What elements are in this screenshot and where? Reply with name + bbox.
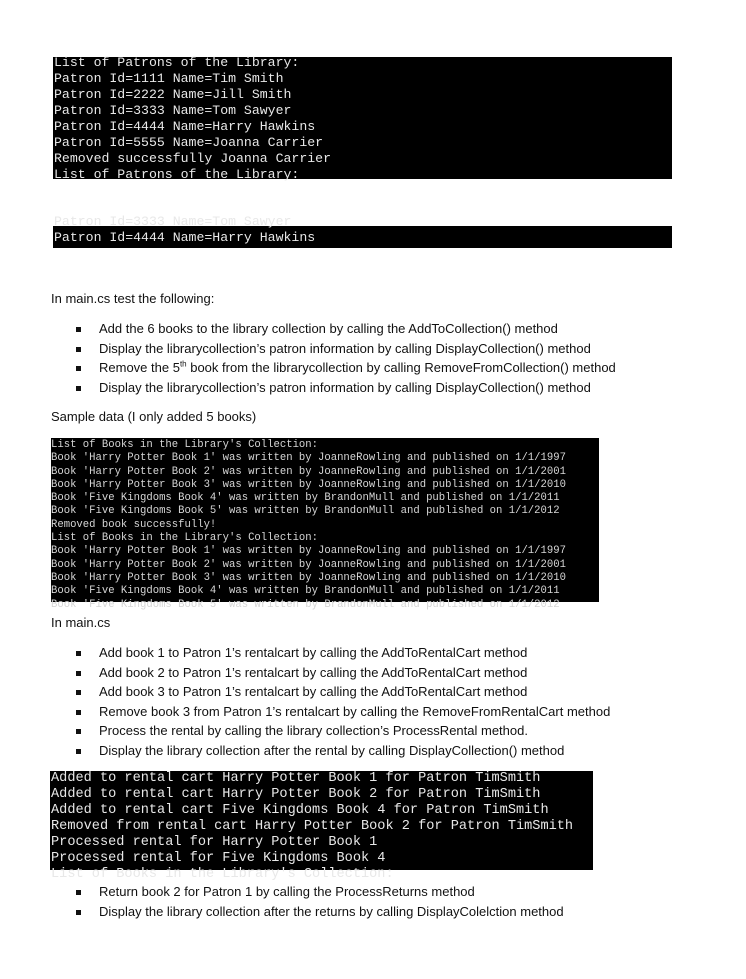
bullet-item (74, 358, 616, 378)
section-intro-test: In main.cs test the following: (51, 291, 215, 306)
sample-data-note: Sample data (I only added 5 books) (51, 409, 257, 424)
bullet-item: Return book 2 for Patron 1 by calling the ProcessReturns method (74, 882, 564, 902)
console-line: Book 'Harry Potter Book 1' was written by JoanneRowling and published on 1/1/1997 (51, 545, 566, 558)
console-line: Patron Id=5555 Name=Joanna Carrier (54, 135, 324, 150)
console-line-cropped: Patron Id=3333 Name=Tom Sawyer (54, 214, 292, 229)
console-line: List of Books in the Library's Collection: (51, 867, 394, 882)
section-intro-rental: In main.cs (51, 615, 111, 630)
console-line: Book 'Harry Potter Book 3' was written by JoanneRowling and published on 1/1/2010 (51, 478, 566, 491)
console-line: Patron Id=3333 Name=Tom Sawyer (54, 103, 292, 118)
console-line: Added to rental cart Five Kingdoms Book 4 for Patron TimSmith (51, 803, 549, 818)
console-line: Patron Id=4444 Name=Harry Hawkins (54, 230, 316, 245)
console-line: Book 'Harry Potter Book 2' was written by JoanneRowling and published on 1/1/2001 (51, 558, 566, 571)
console-line: List of Patrons of the Library: (54, 167, 300, 182)
bullet-item: Remove book 3 from Patron 1’s rentalcart by calling the RemoveFromRentalCart method (74, 702, 610, 722)
bullet-list-collection-tests (74, 319, 616, 397)
console-output-patrons-continued (53, 214, 672, 248)
ordinal-suffix: th (179, 359, 187, 369)
console-line: List of Books in the Library's Collection: (51, 439, 319, 451)
console-line: Book 'Harry Potter Book 2' was written by JoanneRowling and published on 1/1/2001 (51, 465, 566, 478)
console-line: Patron Id=2222 Name=Jill Smith (54, 87, 292, 102)
console-line: Book 'Five Kingdoms Book 5' was written by BrandonMull and published on 1/1/2012 (51, 598, 560, 611)
console-line: Added to rental cart Harry Potter Book 2 for Patron TimSmith (51, 787, 541, 802)
console-output-patrons (53, 55, 672, 182)
console-line: Book 'Five Kingdoms Book 4' was written by BrandonMull and published on 1/1/2011 (51, 492, 560, 505)
console-line: List of Patrons of the Library: (54, 55, 300, 70)
bullet-item: Display the librarycollection’s patron information by calling DisplayCollection() method (74, 339, 616, 359)
bullet-item: Display the librarycollection’s patron information by calling DisplayCollection() method (74, 378, 616, 398)
bullet-item: Process the rental by calling the library collection’s ProcessRental method. (74, 721, 610, 741)
bullet-item: Add book 3 to Patron 1’s rentalcart by calling the AddToRentalCart method (74, 682, 610, 702)
bullet-item: Display the library collection after the returns by calling DisplayColelction method (74, 902, 564, 922)
bullet-list-return-tests (74, 882, 564, 921)
console-line: Patron Id=1111 Name=Tim Smith (54, 71, 284, 86)
bullet-text: book from the librarycollection by calling RemoveFromCollection() method (186, 360, 616, 375)
console-line: Book 'Five Kingdoms Book 4' was written by BrandonMull and published on 1/1/2011 (51, 585, 560, 598)
console-line: Removed from rental cart Harry Potter Book 2 for Patron TimSmith (51, 819, 574, 834)
console-line: Patron Id=4444 Name=Harry Hawkins (54, 119, 316, 134)
bullet-list-rental-tests (74, 643, 610, 760)
console-line: Processed rental for Harry Potter Book 1 (51, 835, 378, 850)
console-output-books (51, 438, 599, 611)
console-line: Added to rental cart Harry Potter Book 1 for Patron TimSmith (51, 771, 541, 786)
bullet-item: Add book 1 to Patron 1’s rentalcart by calling the AddToRentalCart method (74, 643, 610, 663)
console-line: Book 'Harry Potter Book 1' was written by JoanneRowling and published on 1/1/1997 (51, 452, 566, 465)
console-line: List of Books in the Library's Collection: (51, 532, 319, 545)
console-line: Book 'Harry Potter Book 3' was written by JoanneRowling and published on 1/1/2010 (51, 571, 566, 584)
console-output-rental (50, 771, 593, 882)
bullet-item: Add the 6 books to the library collection by calling the AddToCollection() method (74, 319, 616, 339)
bullet-item: Add book 2 to Patron 1’s rentalcart by calling the AddToRentalCart method (74, 663, 610, 683)
bullet-text: Remove the 5 (99, 360, 180, 375)
console-line: Removed successfully Joanna Carrier (54, 151, 331, 166)
console-line: Book 'Five Kingdoms Book 5' was written by BrandonMull and published on 1/1/2012 (51, 505, 560, 518)
console-line: Processed rental for Five Kingdoms Book 4 (51, 851, 386, 866)
bullet-item: Display the library collection after the rental by calling DisplayCollection() method (74, 741, 610, 761)
console-line: Removed book successfully! (51, 518, 217, 531)
